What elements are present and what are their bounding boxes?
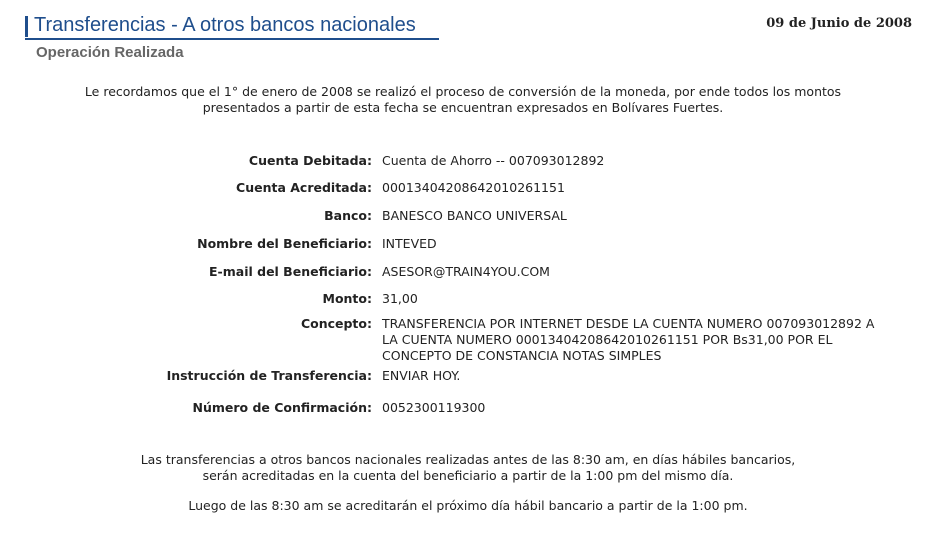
label-cuenta-debitada: Cuenta Debitada: — [248, 153, 372, 168]
label-cuenta-acreditada: Cuenta Acreditada: — [236, 180, 372, 195]
label-confirmacion: Número de Confirmación: — [192, 400, 372, 415]
value-cuenta-acreditada: 00013404208642010261151 — [382, 180, 565, 195]
value-email: ASESOR@TRAIN4YOU.COM — [382, 264, 550, 279]
concepto-line-1: TRANSFERENCIA POR INTERNET DESDE LA CUENTA NUMERO 007093012892 A — [382, 316, 875, 331]
currency-notice-line-2: presentados a partir de esta fecha se encuentran expresados en Bolívares Fuertes. — [202, 100, 724, 115]
value-cuenta-debitada: Cuenta de Ahorro -- 007093012892 — [382, 153, 605, 168]
label-beneficiario: Nombre del Beneficiario: — [197, 236, 372, 251]
title-accent-bar — [25, 16, 28, 37]
schedule-note-line-2: serán acreditadas en la cuenta del beneficiario a partir de la 1:00 pm del mismo día. — [202, 468, 734, 483]
label-concepto: Concepto: — [300, 316, 372, 331]
label-email: E-mail del Beneficiario: — [209, 264, 372, 279]
page-header — [0, 0, 926, 70]
value-confirmacion: 0052300119300 — [382, 400, 486, 415]
currency-notice — [30, 84, 896, 116]
label-monto: Monto: — [322, 291, 372, 306]
schedule-note-line-1: Las transferencias a otros bancos nacionales realizadas antes de las 8:30 am, en días hábiles bancarios, — [140, 452, 796, 467]
title-block — [25, 12, 439, 40]
value-instruccion: ENVIAR HOY. — [382, 368, 461, 383]
late-transfer-note: Luego de las 8:30 am se acreditarán el próximo día hábil bancario a partir de la 1:00 pm. — [188, 498, 748, 513]
page-title: Transferencias - A otros bancos nacionales — [34, 14, 416, 36]
value-monto: 31,00 — [382, 291, 418, 306]
value-beneficiario: INTEVED — [382, 236, 437, 251]
concepto-line-2: LA CUENTA NUMERO 00013404208642010261151 POR Bs31,00 POR EL — [382, 332, 833, 347]
page-subtitle: Operación Realizada — [36, 44, 184, 61]
label-banco: Banco: — [324, 208, 372, 223]
value-concepto — [382, 316, 912, 364]
current-date: 09 de Junio de 2008 — [766, 16, 912, 31]
currency-notice-line-1: Le recordamos que el 1° de enero de 2008 se realizó el proceso de conversión de la moneda, por ende todos los montos — [84, 84, 842, 99]
label-instruccion: Instrucción de Transferencia: — [166, 368, 372, 383]
concepto-line-3: CONCEPTO DE CONSTANCIA NOTAS SIMPLES — [382, 348, 662, 363]
schedule-note — [30, 452, 906, 484]
value-banco: BANESCO BANCO UNIVERSAL — [382, 208, 567, 223]
